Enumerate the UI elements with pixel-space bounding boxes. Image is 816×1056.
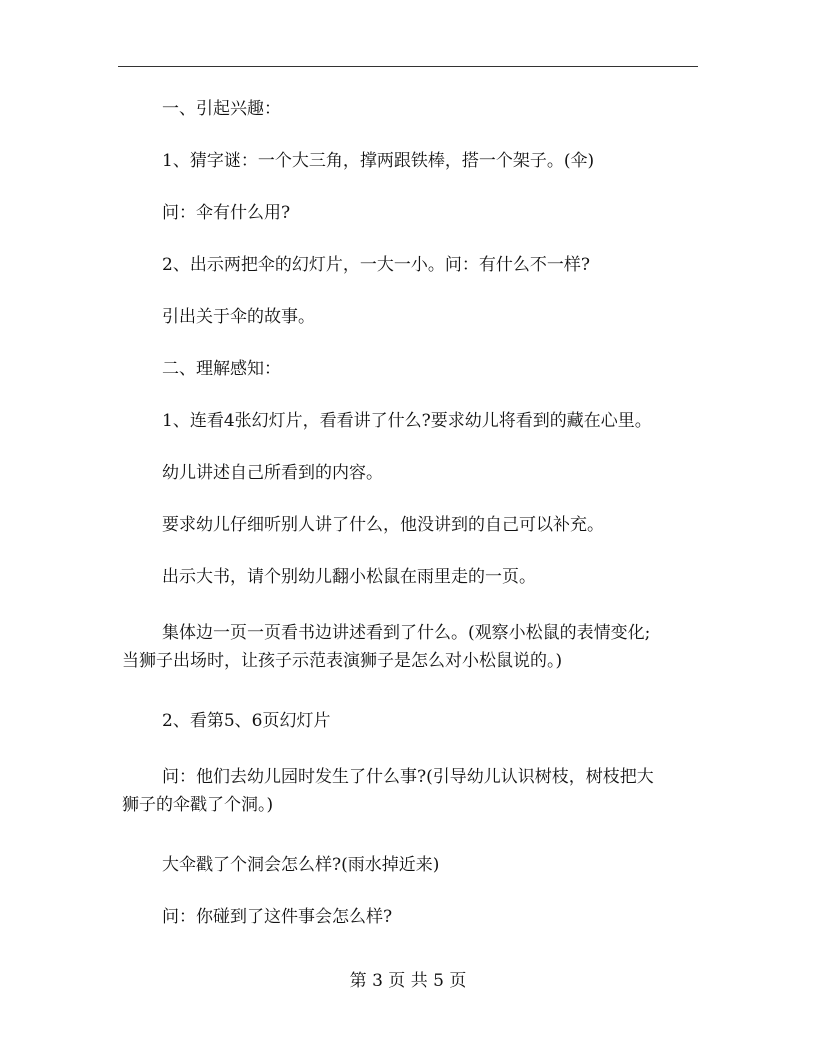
paragraph-big-book: [162, 566, 707, 588]
heading-understand-perceive: [162, 358, 707, 380]
text-line: 狮子的伞戳了个洞。): [122, 795, 274, 815]
paragraph-group-reading: [122, 622, 707, 672]
paragraph-listen-carefully: [162, 514, 707, 536]
text-line: 一、引起兴趣：: [162, 99, 281, 119]
text-line: 要求幼儿仔细听别人讲了什么，他没讲到的自己可以补充。: [162, 515, 604, 535]
paragraph-children-narrate: [162, 462, 707, 484]
text-line: 问：你碰到了这件事会怎么样?: [162, 907, 393, 927]
header-rule: [118, 66, 698, 67]
text-line: 幼儿讲述自己所看到的内容。: [162, 463, 383, 483]
text-line: 1、连看4张幻灯片，看看讲了什么?要求幼儿将看到的藏在心里。: [162, 411, 652, 431]
text-line: 二、理解感知：: [162, 359, 281, 379]
paragraph-two-umbrellas: [162, 254, 707, 276]
paragraph-question-umbrella-use: [162, 202, 707, 224]
text-line: 2、出示两把伞的幻灯片，一大一小。问：有什么不一样?: [162, 255, 590, 275]
text-line: 出示大书，请个别幼儿翻小松鼠在雨里走的一页。: [162, 567, 536, 587]
heading-arouse-interest: [162, 98, 707, 120]
paragraph-what-would-you-do: [162, 906, 707, 928]
page-number-footer: 第 3 页 共 5 页: [349, 971, 467, 991]
text-line: 当狮子出场时，让孩子示范表演狮子是怎么对小松鼠说的。): [122, 651, 563, 671]
text-line: 大伞戳了个洞会怎么样?(雨水掉近来): [162, 855, 440, 875]
paragraph-riddle: [162, 150, 707, 172]
text-line: 1、猜字谜：一个大三角，撑两跟铁棒，搭一个架子。(伞): [162, 151, 595, 171]
paragraph-introduce-story: [162, 306, 707, 328]
paragraph-watch-slides: [162, 410, 707, 432]
text-line: 问：伞有什么用?: [162, 203, 291, 223]
paragraph-what-happened: [122, 766, 707, 816]
text-line: 问：他们去幼儿园时发生了什么事?(引导幼儿认识树枝，树枝把大: [162, 767, 654, 787]
text-line: 集体边一页一页看书边讲述看到了什么。(观察小松鼠的表情变化;: [162, 623, 651, 643]
text-line: 引出关于伞的故事。: [162, 307, 315, 327]
paragraph-slides-5-6: [162, 710, 707, 732]
text-line: 2、看第5、6页幻灯片: [162, 711, 331, 731]
paragraph-hole-consequence: [162, 854, 707, 876]
